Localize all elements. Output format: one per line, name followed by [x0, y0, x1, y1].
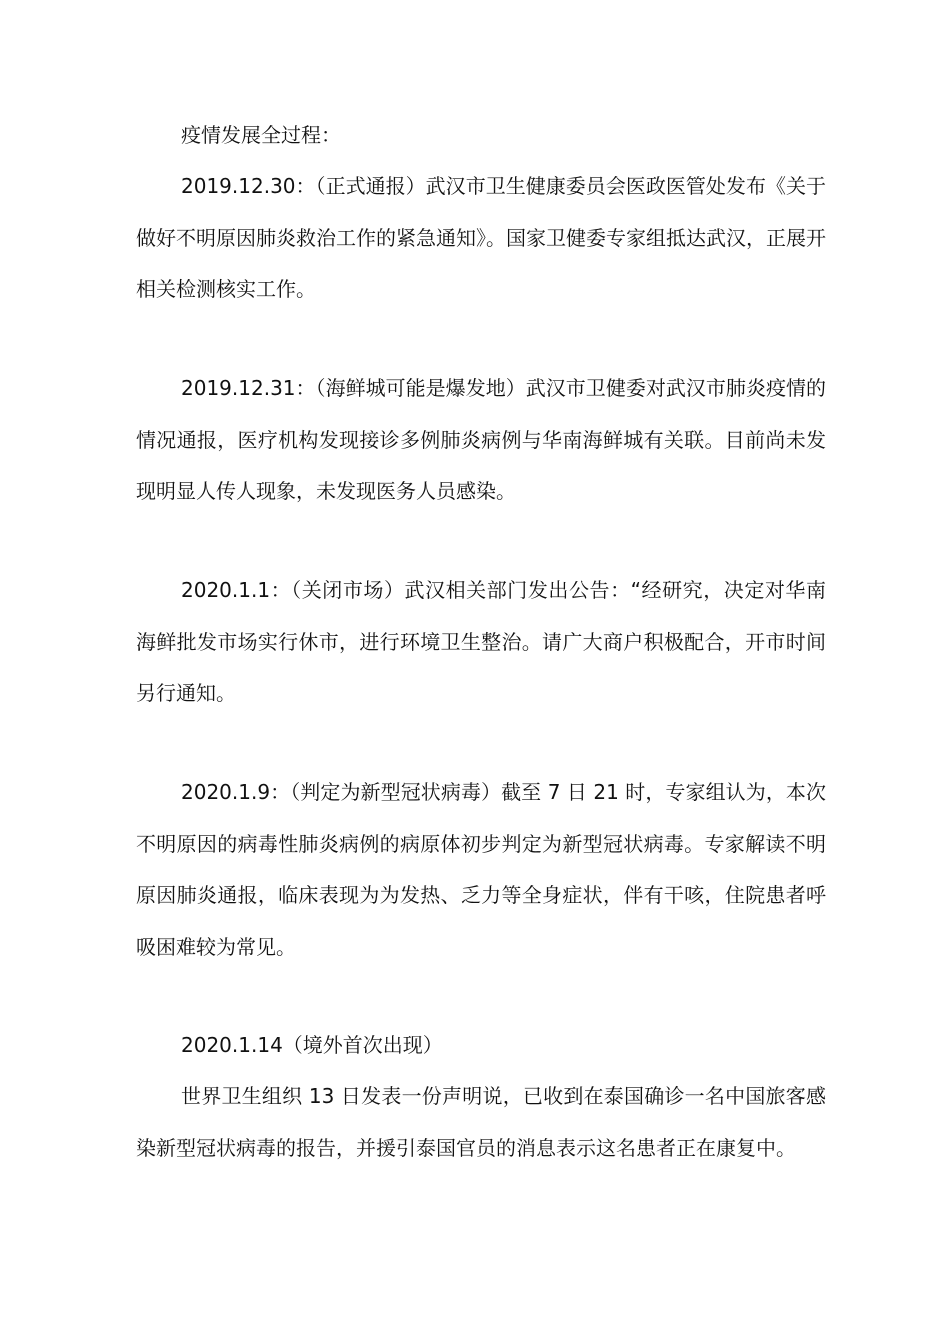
paragraph-2019-12-30: 2019.12.30：（正式通报）武汉市卫生健康委员会医政医管处发布《关于做好不明原因肺炎救治工作的紧急通知》。国家卫健委专家组抵达武汉，正展开相关检测核实工作。 [136, 174, 826, 301]
paragraph-2020-1-1: 2020.1.1：（关闭市场）武汉相关部门发出公告：“经研究，决定对华南海鲜批发市场实行休市，进行环境卫生整治。请广大商户积极配合，开市时间另行通知。 [136, 578, 826, 705]
paragraph-2020-1-9: 2020.1.9：（判定为新型冠状病毒）截至 7 日 21 时，专家组认为，本次不明原因的病毒性肺炎病例的病原体初步判定为新型冠状病毒。专家解读不明原因肺炎通报，临床表现为为发热、乏力等全身症状，伴有干咳，住院患者呼吸困难较为常见。 [136, 780, 826, 959]
paragraph-2020-1-14-heading: 2020.1.14（境外首次出现） [181, 1033, 443, 1057]
paragraph-2019-12-31: 2019.12.31：（海鲜城可能是爆发地）武汉市卫健委对武汉市肺炎疫情的情况通报，医疗机构发现接诊多例肺炎病例与华南海鲜城有关联。目前尚未发现明显人传人现象，未发现医务人员感染。 [136, 376, 826, 503]
heading-paragraph: 疫情发展全过程： [181, 123, 341, 147]
paragraph-2020-1-14-body: 世界卫生组织 13 日发表一份声明说，已收到在泰国确诊一名中国旅客感染新型冠状病毒的报告，并援引泰国官员的消息表示这名患者正在康复中。 [136, 1084, 826, 1160]
